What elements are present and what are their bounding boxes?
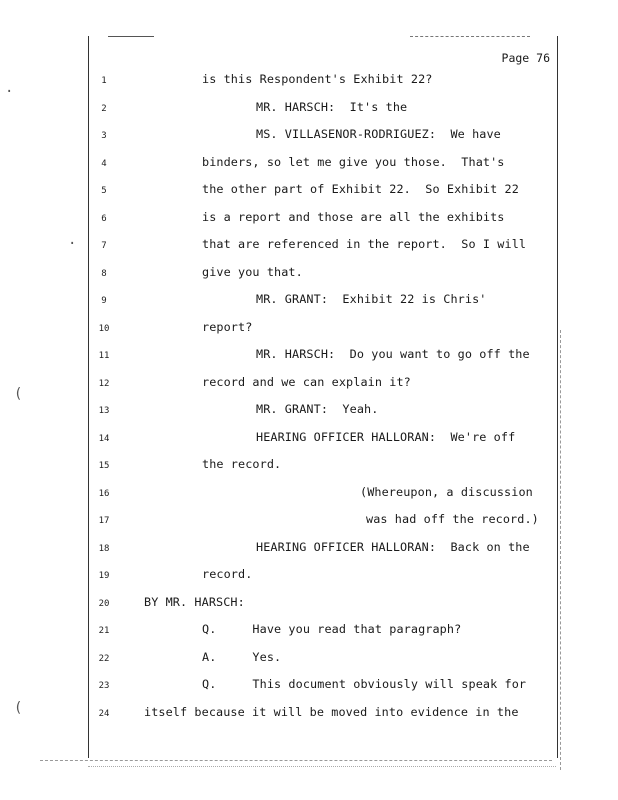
line-text: give you that.	[202, 264, 303, 279]
transcript-line	[88, 347, 558, 365]
line-text: A. Yes.	[202, 649, 282, 664]
line-text: binders, so let me give you those. That's	[202, 154, 505, 169]
transcript-line	[88, 650, 558, 668]
transcript-line	[88, 430, 558, 448]
line-number: 23	[98, 681, 110, 691]
transcript-line	[88, 705, 558, 723]
line-number: 13	[98, 406, 110, 416]
transcript-line	[88, 127, 558, 145]
line-text: the record.	[202, 457, 282, 471]
line-text: MR. HARSCH: It's the	[256, 99, 408, 114]
line-number: 6	[101, 213, 107, 224]
right-edge-rule	[560, 330, 561, 770]
line-number: 4	[101, 158, 107, 169]
transcript-line	[88, 72, 558, 90]
line-text: BY MR. HARSCH:	[144, 594, 245, 609]
top-rule-right	[410, 36, 530, 37]
line-number: 14	[98, 433, 110, 444]
line-text: HEARING OFFICER HALLORAN: Back on the	[256, 539, 530, 554]
line-number: 11	[98, 351, 110, 361]
line-number: 15	[98, 461, 110, 471]
line-number: 24	[98, 708, 110, 719]
line-number: 17	[98, 516, 110, 526]
line-number: 2	[101, 103, 107, 114]
transcript-line	[88, 677, 558, 695]
line-text: itself because it will be moved into evidence in the	[144, 704, 519, 719]
line-text: Q. This document obviously will speak for	[202, 677, 527, 691]
line-number: 9	[101, 296, 107, 306]
line-number: 21	[98, 626, 110, 636]
line-number: 18	[98, 543, 110, 554]
line-number: 22	[98, 653, 110, 664]
transcript-line	[88, 402, 558, 420]
transcript-line	[88, 320, 558, 338]
transcript-line	[88, 100, 558, 118]
line-text: MS. VILLASENOR-RODRIGUEZ: We have	[256, 127, 501, 141]
line-number: 5	[101, 186, 107, 196]
line-text: is a report and those are all the exhibits	[202, 209, 505, 224]
line-text: HEARING OFFICER HALLORAN: We're off	[256, 429, 516, 444]
transcript-line	[88, 237, 558, 255]
line-text: record.	[202, 567, 253, 581]
line-text: MR. HARSCH: Do you want to go off the	[256, 347, 530, 361]
transcript-line	[88, 595, 558, 613]
transcript-line	[88, 540, 558, 558]
line-text: report?	[202, 319, 253, 334]
transcript-line	[88, 210, 558, 228]
margin-mark: ·	[5, 84, 14, 100]
transcript-line	[88, 375, 558, 393]
transcript-line	[88, 292, 558, 310]
line-number: 8	[101, 268, 107, 279]
transcript-line	[88, 485, 558, 503]
line-text: Q. Have you read that paragraph?	[202, 622, 462, 636]
transcript-line	[88, 265, 558, 283]
transcript-line	[88, 622, 558, 640]
transcript-line	[88, 457, 558, 475]
line-text: is this Respondent's Exhibit 22?	[202, 72, 433, 86]
line-number: 1	[101, 76, 107, 86]
line-number: 19	[98, 571, 110, 581]
line-text: that are referenced in the report. So I will	[202, 237, 527, 251]
line-number: 16	[98, 488, 110, 499]
line-text: record and we can explain it?	[202, 374, 411, 389]
line-number: 7	[101, 241, 107, 251]
transcript-line	[88, 512, 558, 530]
line-text: was had off the record.)	[366, 512, 539, 526]
line-number: 20	[98, 598, 110, 609]
margin-mark: (	[14, 700, 23, 716]
line-text: MR. GRANT: Yeah.	[256, 402, 379, 416]
transcript-line	[88, 567, 558, 585]
margin-mark: (	[14, 386, 23, 402]
bottom-rule-dotted	[88, 766, 556, 767]
line-number: 3	[101, 131, 107, 141]
transcript-line	[88, 155, 558, 173]
line-text: (Whereupon, a discussion	[360, 484, 533, 499]
line-number: 12	[98, 378, 110, 389]
line-text: MR. GRANT: Exhibit 22 is Chris'	[256, 292, 487, 306]
line-number: 10	[98, 323, 110, 334]
transcript-line	[88, 182, 558, 200]
page-number: Page 76	[501, 51, 550, 65]
margin-mark: ·	[68, 236, 77, 252]
line-text: the other part of Exhibit 22. So Exhibit 22	[202, 182, 519, 196]
top-rule	[108, 36, 154, 37]
bottom-rule	[40, 760, 552, 761]
